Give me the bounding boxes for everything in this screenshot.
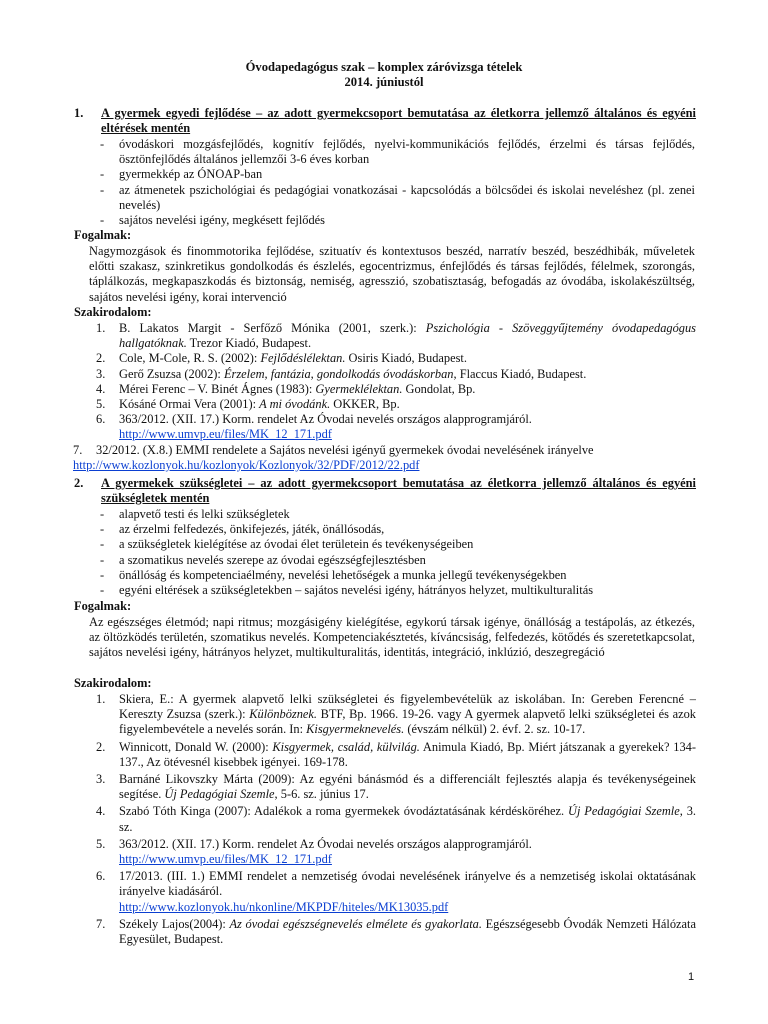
literature-author: Skiera, E.: A gyermek alapvető lelki szükségletei és figyelembevételük az iskolában. In: Gereben Ferencné – Kereszty Zsuzsa (szerk.):	[119, 692, 696, 722]
literature-title: Az óvodai egészségnevelés elmélete és gyakorlata.	[229, 916, 482, 931]
literature-title: Fejlődéslélektan.	[260, 351, 346, 366]
literature-author: Gerő Zsuzsa (2002):	[119, 366, 224, 381]
bullet-item: - az átmenetek pszichológiai és pedagógiai vonatkozásai - kapcsolódás a bölcsődei és iskolai neveléshez (pl. zenei nevelés)	[100, 183, 695, 213]
literature-item	[96, 367, 696, 382]
literature-publisher: Egészségesebb Óvodák Nemzeti Hálózata Egyesület, Budapest.	[119, 916, 696, 947]
literature-text: 32/2012. (X.8.) EMMI rendelete a Sajátos nevelési igényű gyermekek óvodai nevelésének irányelve	[96, 442, 594, 457]
literature-title: Kisgyermeknevelés.	[306, 722, 405, 737]
literature-label: Szakirodalom:	[74, 676, 152, 690]
literature-publisher: , 5-6. sz. június 17.	[274, 787, 369, 802]
bullet-item: - a szomatikus nevelés szerepe az óvodai egészségfejlesztésben	[100, 553, 695, 568]
document-subtitle: 2014. júniustól	[344, 75, 424, 89]
concepts-text: Az egészséges életmód; napi ritmus; mozgásigény kielégítése, egykorú társak igénye, önállóság a testápolás, az étkezés, az öltözködés területén, szomatikus nevelés. Kompetenciakésztetés, kíváncsiság, felfedezés, kötődés és szeretetkapcsolat, sajátos nevelési igény, hátrányos helyzet, multikulturalitás, identitás, integráció, inklúzió, deszegregáció	[89, 615, 695, 660]
literature-text: 363/2012. (XII. 17.) Korm. rendelet Az Óvodai nevelés országos alapprogramjáról.	[119, 412, 532, 427]
literature-link[interactable]: http://www.kozlonyok.hu/nkonline/MKPDF/hiteles/MK13035.pdf	[119, 899, 449, 914]
section-2-bullets	[100, 507, 695, 598]
bullet-item: - az érzelmi felfedezés, önkifejezés, játék, önállósodás,	[100, 522, 695, 537]
literature-number: 6.	[96, 869, 106, 884]
concepts-label: Fogalmak:	[74, 228, 132, 242]
section-1-bullets	[100, 137, 695, 228]
literature-number: 6.	[96, 412, 106, 427]
literature-publisher: Osiris Kiadó, Budapest.	[345, 351, 467, 366]
literature-title: A mi óvodánk.	[259, 397, 331, 412]
literature-publisher: OKKER, Bp.	[330, 397, 400, 412]
concepts-text: Nagymozgások és finommotorika fejlődése, szituatív és kontextusos beszéd, narratív beszéd, beszédhibák, műveletek előtti szakasz, szinkretikus gondolkodás és észlelés, egocentrizmus, énfejlődés és társas fejlődés, félelmek, szorongás, táplálkozás, megkapaszkodás és biztonság, nemiség, agresszió, szobatisztaság, befogadás az óvodába, iskolakészültség, sajátos nevelési igény, korai intervenció	[89, 244, 695, 304]
literature-item	[96, 397, 696, 412]
literature-item	[96, 351, 696, 366]
literature-author: Winnicott, Donald W. (2000):	[119, 739, 273, 754]
literature-link[interactable]: http://www.kozlonyok.hu/kozlonyok/Kozlonyok/32/PDF/2012/22.pdf	[73, 457, 420, 472]
literature-number: 3.	[96, 366, 106, 381]
literature-author: Barnáné Likovszky Márta (2009): Az egyéni bánásmód és a differenciált fejlesztés alapja és tevékenységeinek segítése.	[119, 772, 696, 802]
section-1-literature	[73, 321, 696, 473]
literature-title: Új Pedagógiai Szemle	[164, 787, 275, 802]
literature-title: Pszichológia - Szöveggyűjtemény óvodapedagógus hallgatóknak.	[119, 321, 696, 351]
literature-label: Szakirodalom:	[74, 305, 152, 319]
literature-item	[73, 443, 696, 473]
literature-number: 2.	[96, 351, 106, 366]
literature-author: Cole, M-Cole, R. S. (2002):	[119, 351, 261, 366]
literature-author: Mérei Ferenc – V. Binét Ágnes (1983):	[119, 381, 316, 396]
literature-item	[96, 869, 696, 915]
literature-item	[96, 382, 696, 397]
literature-number: 1.	[96, 692, 106, 706]
literature-number: 1.	[96, 321, 106, 335]
literature-publisher: , Flaccus Kiadó, Budapest.	[453, 366, 587, 381]
literature-number: 5.	[96, 397, 106, 412]
section-title: A gyermek egyedi fejlődése – az adott gyermekcsoport bemutatása az életkorra jellemző általános és egyéni eltérések mentén	[101, 106, 696, 136]
literature-title: Érzelem, fantázia, gondolkodás óvodáskorban	[223, 366, 454, 381]
literature-title: Különböznek.	[249, 707, 318, 722]
literature-author: Székely Lajos(2004):	[119, 916, 230, 931]
literature-number: 3.	[96, 772, 106, 787]
section-number: 1.	[74, 106, 84, 120]
bullet-item: - a szükségletek kielégítése az óvodai élet területein és tevékenységeiben	[100, 537, 695, 552]
literature-author: Szabó Tóth Kinga (2007): Adalékok a roma gyermekek óvodáztatásának kérdésköréhez.	[119, 804, 569, 819]
literature-publisher: BTF, Bp. 1966. 19-26. vagy A gyermek alapvető lelki szükségletei és azok figyelembevétele a nevelés során. In:	[119, 707, 696, 737]
literature-item	[96, 412, 696, 442]
section-2-literature	[96, 692, 696, 947]
literature-publisher: , 3. sz.	[119, 804, 696, 834]
bullet-item: - önállóság és kompetenciaélmény, nevelési lehetőségek a munka jellegű tevékenységekben	[100, 568, 695, 583]
literature-publisher: Animula Kiadó, Bp. Miért játszanak a gyerekek? 134-137., Az ötévesnél kisebbek igényei. 169-178.	[119, 739, 696, 769]
literature-publisher: Gondolat, Bp.	[402, 381, 476, 396]
bullet-item: - gyermekkép az ÓNOAP-ban	[100, 167, 695, 182]
literature-link[interactable]: http://www.umvp.eu/files/MK_12_171.pdf	[119, 852, 332, 867]
literature-author: B. Lakatos Margit - Serfőző Mónika (2001, szerk.):	[119, 321, 426, 335]
literature-item	[96, 772, 696, 802]
concepts-label: Fogalmak:	[74, 599, 132, 613]
document-title: Óvodapedagógus szak – komplex záróvizsga tételek	[245, 60, 523, 74]
literature-number: 7.	[96, 916, 106, 931]
literature-number: 2.	[96, 739, 106, 754]
literature-publisher: Trezor Kiadó, Budapest.	[186, 336, 312, 351]
bullet-item: - egyéni eltérések a szükségletekben – sajátos nevelési igény, hátrányos helyzet, multikulturalitás	[100, 583, 695, 598]
literature-number: 5.	[96, 836, 106, 851]
literature-item	[96, 692, 696, 738]
literature-item	[96, 837, 696, 867]
literature-text: 17/2013. (III. 1.) EMMI rendelet a nemzetiség óvodai nevelésének irányelve és a nemzetiség iskolai oktatásának irányelve kiadásáról.	[119, 869, 696, 899]
literature-title: Kisgyermek, család, külvilág.	[272, 739, 420, 754]
literature-publisher: (évszám nélkül) 2. évf. 2. sz. 10-17.	[404, 722, 586, 737]
literature-item	[96, 321, 696, 351]
literature-item	[96, 740, 696, 770]
literature-number: 4.	[96, 381, 106, 396]
bullet-item: - sajátos nevelési igény, megkésett fejlődés	[100, 213, 695, 228]
literature-number: 7.	[73, 442, 83, 457]
literature-text: 363/2012. (XII. 17.) Korm. rendelet Az Óvodai nevelés országos alapprogramjáról.	[119, 836, 532, 851]
bullet-item: - óvodáskori mozgásfejlődés, kognitív fejlődés, nyelvi-kommunikációs fejlődés, érzelmi és társas fejlődés, ösztönfejlődés általános jellemzői 3-6 éves korban	[100, 137, 695, 167]
literature-number: 4.	[96, 804, 106, 819]
literature-item	[96, 917, 696, 947]
page-number: 1	[688, 971, 695, 983]
literature-item	[96, 804, 696, 834]
section-number: 2.	[74, 476, 84, 490]
bullet-item: - alapvető testi és lelki szükségletek	[100, 507, 695, 522]
literature-link[interactable]: http://www.umvp.eu/files/MK_12_171.pdf	[119, 427, 332, 442]
literature-title: Új Pedagógiai Szemle	[568, 804, 680, 819]
section-title: A gyermekek szükségletei – az adott gyermekcsoport bemutatása az életkorra jellemző általános és egyéni szükségletek mentén	[101, 476, 696, 506]
literature-title: Gyermeklélektan.	[315, 381, 403, 396]
literature-author: Kósáné Ormai Vera (2001):	[119, 397, 260, 412]
